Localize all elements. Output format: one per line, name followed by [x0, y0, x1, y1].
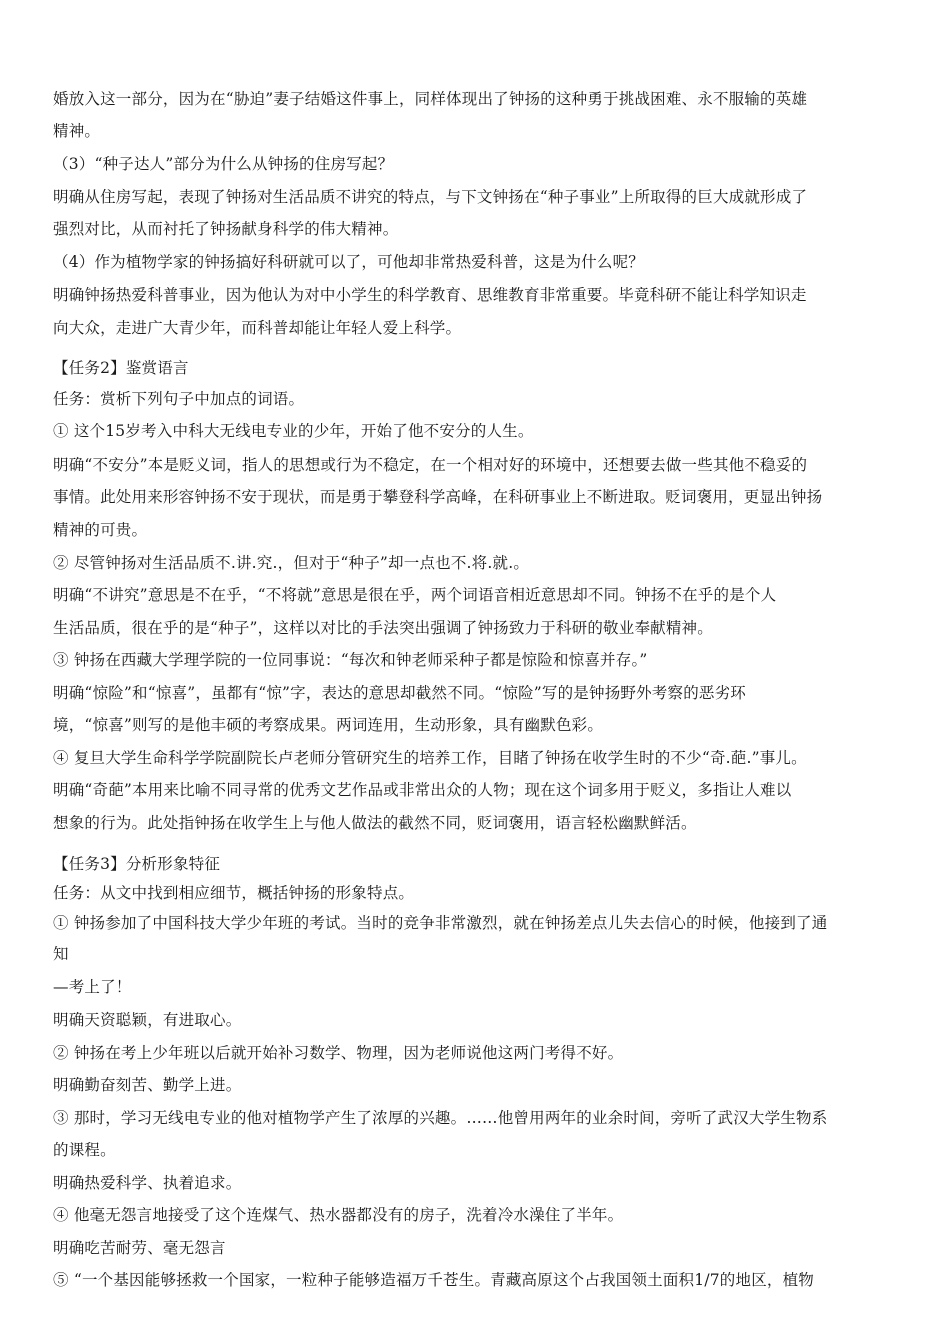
- text-line: 明确“不讲究”意思是不在乎，“不将就”意思是很在乎，两个词语音相近意思却不同。钟扬不在乎的是个人: [53, 586, 777, 604]
- task-line: 任务：赏析下列句子中加点的词语。: [53, 390, 305, 408]
- text-line: 精神。: [53, 122, 101, 140]
- text-line: 明确“不安分”本是贬义词，指人的思想或行为不稳定，在一个相对好的环境中，还想要去做一些其他不稳妥的: [53, 456, 808, 474]
- section-heading: 【任务3】分析形象特征: [53, 855, 221, 873]
- text-line: 明确“奇葩”本用来比喻不同寻常的优秀文艺作品或非常出众的人物；现在这个词多用于贬义，多指让人难以: [53, 781, 792, 799]
- text-line: 精神的可贵。: [53, 521, 148, 539]
- answer-line: 明确热爱科学、执着追求。: [53, 1174, 242, 1192]
- answer-line: 明确吃苦耐劳、毫无怨言: [53, 1239, 226, 1257]
- text-line: 向大众，走进广大青少年，而科普却能让年轻人爱上科学。: [53, 319, 462, 337]
- item-line: ② 钟扬在考上少年班以后就开始补习数学、物理，因为老师说他这两门考得不好。: [53, 1044, 624, 1062]
- question-line: （4）作为植物学家的钟扬搞好科研就可以了，可他却非常热爱科普，这是为什么呢？: [53, 253, 644, 271]
- item-line: ⑤ “一个基因能够拯救一个国家，一粒种子能够造福万千苍生。青藏高原这个占我国领土面积1/7的地区，植物: [53, 1271, 814, 1289]
- item-line: ② 尽管钟扬对生活品质不.讲.究.，但对于“种子”却一点也不.将.就.。: [53, 554, 530, 572]
- text-line: 婚放入这一部分，因为在“胁迫”妻子结婚这件事上，同样体现出了钟扬的这种勇于挑战困难、永不服输的英雄: [53, 90, 808, 108]
- text-line: 明确钟扬热爱科普事业，因为他认为对中小学生的科学教育、思维教育非常重要。毕竟科研不能让科学知识走: [53, 286, 807, 304]
- item-line: ① 钟扬参加了中国科技大学少年班的考试。当时的竞争非常激烈，就在钟扬差点儿失去信心的时候，他接到了通: [53, 914, 828, 932]
- section-heading: 【任务2】鉴赏语言: [53, 359, 189, 377]
- text-line: 想象的行为。此处指钟扬在收学生上与他人做法的截然不同，贬词褒用，语言轻松幽默鲜活。: [53, 814, 697, 832]
- item-line: ① 这个15岁考入中科大无线电专业的少年，开始了他不安分的人生。: [53, 422, 534, 440]
- item-line: ③ 钟扬在西藏大学理学院的一位同事说：“每次和钟老师采种子都是惊险和惊喜并存。”: [53, 651, 648, 669]
- answer-line: 明确天资聪颖，有进取心。: [53, 1011, 242, 1029]
- text-line: 生活品质，很在乎的是“种子”，这样以对比的手法突出强调了钟扬致力于科研的敬业奉献精神。: [53, 619, 713, 637]
- text-line: 明确“惊险”和“惊喜”，虽都有“惊”字，表达的意思却截然不同。“惊险”写的是钟扬野外考察的恶劣环: [53, 684, 746, 702]
- text-line: 境，“惊喜”则写的是他丰硕的考察成果。两词连用，生动形象，具有幽默色彩。: [53, 716, 604, 734]
- text-line: 事情。此处用来形容钟扬不安于现状，而是勇于攀登科学高峰，在科研事业上不断进取。贬词褒用，更显出钟扬: [53, 488, 823, 506]
- text-line: 知: [53, 945, 69, 963]
- text-line: —考上了！: [53, 978, 132, 996]
- task-line: 任务：从文中找到相应细节，概括钟扬的形象特点。: [53, 884, 415, 902]
- question-line: （3）“种子达人”部分为什么从钟扬的住房写起？: [53, 155, 394, 173]
- text-line: 强烈对比，从而衬托了钟扬献身科学的伟大精神。: [53, 220, 399, 238]
- item-line: ③ 那时，学习无线电专业的他对植物学产生了浓厚的兴趣。……他曾用两年的业余时间，旁听了武汉大学生物系: [53, 1109, 828, 1127]
- text-line: 明确从住房写起，表现了钟扬对生活品质不讲究的特点，与下文钟扬在“种子事业”上所取得的巨大成就形成了: [53, 188, 808, 206]
- item-line: ④ 复旦大学生命科学学院副院长卢老师分管研究生的培养工作，目睹了钟扬在收学生时的不少“奇.葩.”事儿。: [53, 749, 807, 767]
- item-line: ④ 他毫无怨言地接受了这个连煤气、热水器都没有的房子，洗着冷水澡住了半年。: [53, 1206, 624, 1224]
- answer-line: 明确勤奋刻苦、勤学上进。: [53, 1076, 242, 1094]
- text-line: 的课程。: [53, 1141, 116, 1159]
